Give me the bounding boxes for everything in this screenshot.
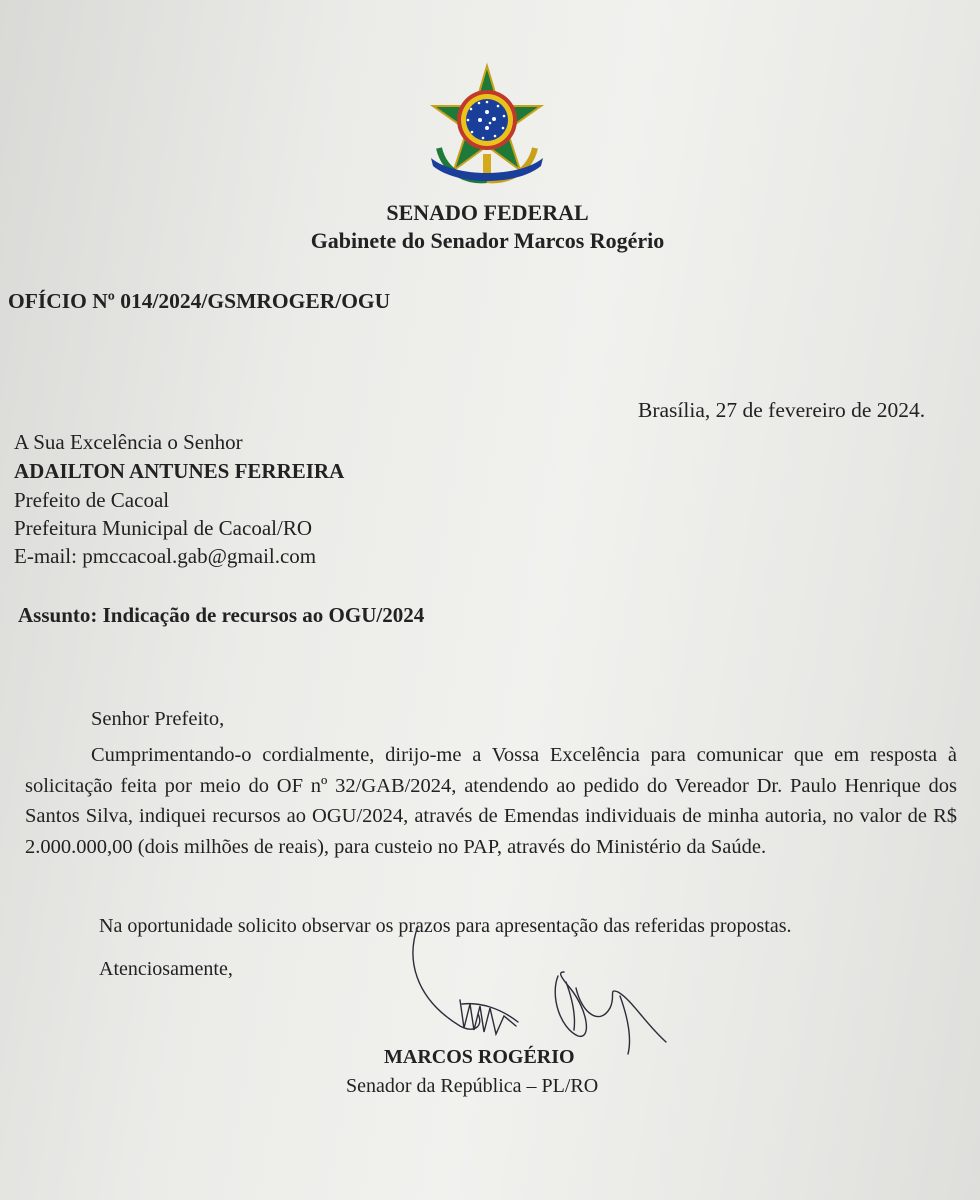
body-paragraph	[25, 740, 957, 862]
recipient-organization: Prefeitura Municipal de Cacoal/RO	[14, 516, 312, 540]
document-number: OFÍCIO Nº 014/2024/GSMROGER/OGU	[8, 289, 391, 313]
office-heading: Gabinete do Senador Marcos Rogério	[310, 228, 665, 253]
valediction: Atenciosamente,	[99, 958, 233, 980]
recipient-role: Prefeito de Cacoal	[14, 488, 170, 512]
signatory-title: Senador da República – PL/RO	[346, 1075, 599, 1097]
body-paragraph-text: Cumprimentando-o cordialmente, dirijo-me a Vossa Excelência para comunicar que em resposta à solicitação feita por meio do OF nº 32/GAB/2024, atendendo ao pedido do Vereador Dr. Paulo Henrique dos Santos Silva, indiquei recursos ao OGU/2024, através de Emendas individuais de minha autoria, no valor de R$ 2.000.000,00 (dois milhões de reais), para custeio no PAP, através do Ministério da Saúde.	[25, 744, 957, 858]
signatory-name: MARCOS ROGÉRIO	[384, 1046, 575, 1068]
recipient-name: ADAILTON ANTUNES FERREIRA	[14, 459, 345, 483]
recipient-salutation: A Sua Excelência o Senhor	[14, 430, 243, 454]
recipient-email: E-mail: pmccacoal.gab@gmail.com	[14, 544, 317, 568]
place-date: Brasília, 27 de fevereiro de 2024.	[638, 398, 926, 422]
greeting: Senhor Prefeito,	[91, 708, 225, 730]
subject-line: Assunto: Indicação de recursos ao OGU/2024	[18, 603, 425, 627]
institution-heading: SENADO FEDERAL	[386, 200, 589, 225]
closing-note: Na oportunidade solicito observar os prazos para apresentação das referidas propostas.	[99, 915, 792, 937]
coat-of-arms-emblem	[425, 62, 549, 188]
